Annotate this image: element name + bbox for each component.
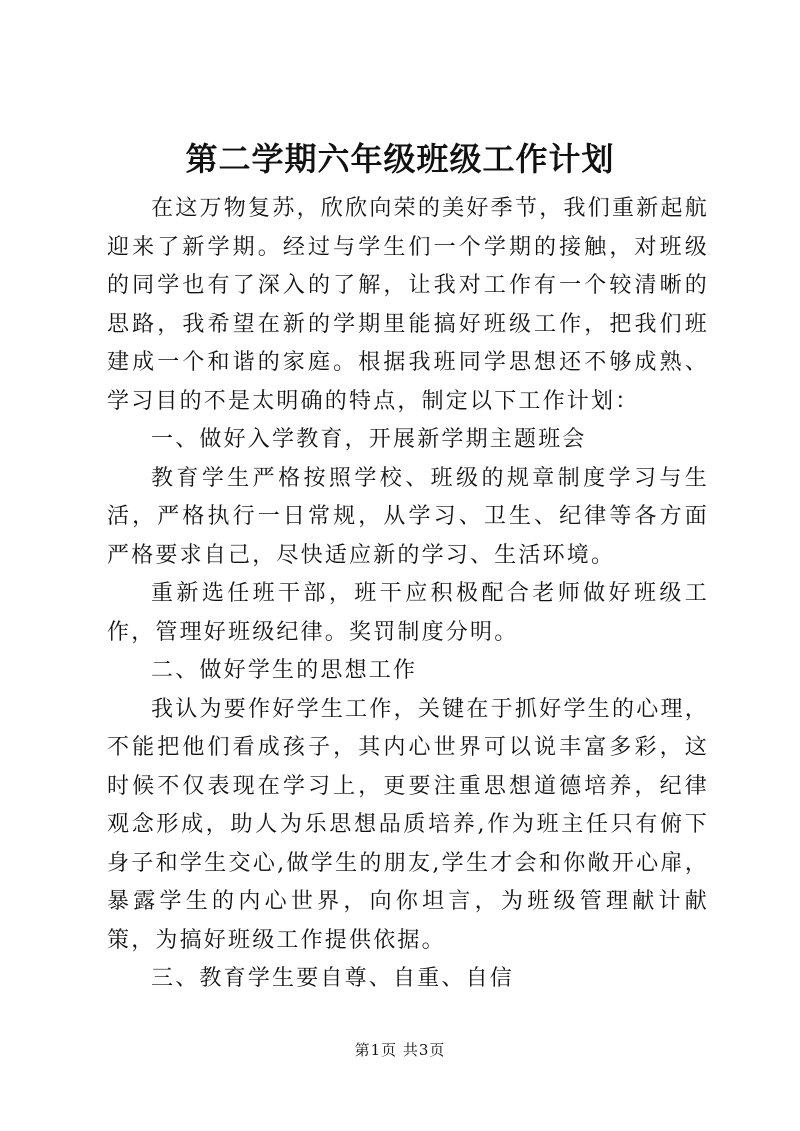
document-body bbox=[107, 190, 709, 999]
section-heading-1: 一、做好入学教育，开展新学期主题班会 bbox=[151, 427, 587, 452]
document-title: 第二学期六年级班级工作计划 bbox=[185, 140, 615, 178]
paragraph-section-1-b: 重新选任班干部，班干应积极配合老师做好班级工作，管理好班级纪律。奖罚制度分明。 bbox=[107, 581, 709, 645]
page-number-footer: 第1页 共3页 bbox=[354, 1041, 446, 1059]
paragraph-intro: 在这万物复苏，欣欣向荣的美好季节，我们重新起航迎来了新学期。经过与学生们一个学期的接触，对班级的同学也有了深入的了解，让我对工作有一个较清晰的思路，我希望在新的学期里能搞好班级工作，把我们班建成一个和谐的家庭。根据我班同学思想还不够成熟、学习目的不是太明确的特点，制定以下工作计划： bbox=[107, 196, 709, 414]
paragraph-section-2: 我认为要作好学生工作，关键在于抓好学生的心理，不能把他们看成孩子，其内心世界可以说丰富多彩，这时候不仅表现在学习上，更要注重思想道德培养，纪律观念形成，助人为乐思想品质培养,作为班主任只有俯下身子和学生交心,做学生的朋友,学生才会和你敞开心扉，暴露学生的内心世界，向你坦言，为班级管理献计献策，为搞好班级工作提供依据。 bbox=[107, 696, 709, 953]
section-heading-3: 三、教育学生要自尊、自重、自信 bbox=[151, 966, 515, 991]
section-heading-2: 二、做好学生的思想工作 bbox=[151, 658, 418, 683]
paragraph-section-1-a: 教育学生严格按照学校、班级的规章制度学习与生活，严格执行一日常规，从学习、卫生、纪律等各方面严格要求自己，尽快适应新的学习、生活环境。 bbox=[107, 465, 709, 568]
